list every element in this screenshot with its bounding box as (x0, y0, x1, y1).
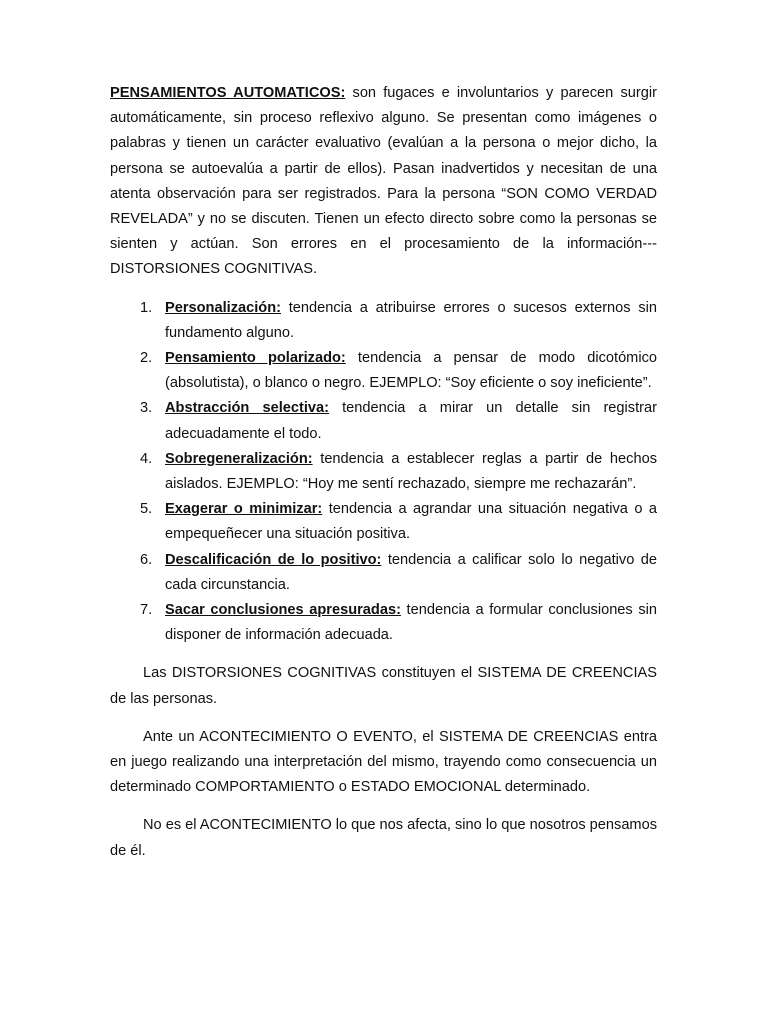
list-item (110, 497, 657, 547)
list-text: tendencia a atribuirse errores o sucesos externos sin fundamento alguno. (165, 299, 657, 341)
list-item (110, 346, 657, 396)
list-item (110, 447, 657, 497)
list-term: Exagerar o minimizar: (165, 501, 323, 518)
event-paragraph: Ante un ACONTECIMIENTO O EVENTO, el SISTEMA DE CREENCIAS entra en juego realizando una interpretación del mismo, trayendo como consecuencia un determinado COMPORTAMIENTO o ESTADO EMOCIONAL determinado. (110, 728, 657, 796)
document-body (110, 81, 657, 877)
list-term: Sobregeneralización: (165, 450, 313, 467)
list-term: Personalización: (165, 299, 281, 316)
list-text: tendencia a calificar solo lo negativo de cada circunstancia. (165, 551, 657, 593)
list-number: 7. (140, 602, 153, 619)
beliefs-paragraph: Las DISTORSIONES COGNITIVAS constituyen el SISTEMA DE CREENCIAS de las personas. (110, 665, 657, 707)
list-item (110, 296, 657, 346)
intro-paragraph (110, 81, 657, 283)
list-item (110, 598, 657, 648)
list-text: tendencia a formular conclusiones sin disponer de información adecuada. (165, 602, 658, 644)
list-item (110, 396, 657, 446)
list-number: 3. (140, 400, 153, 417)
list-number: 1. (140, 299, 153, 316)
intro-term: PENSAMIENTOS AUTOMATICOS: (110, 85, 346, 101)
list-term: Abstracción selectiva: (165, 400, 329, 417)
list-item (110, 548, 657, 598)
distortions-list (110, 296, 657, 649)
list-number: 6. (140, 551, 153, 568)
list-number: 2. (140, 350, 153, 367)
intro-text: son fugaces e involuntarios y parecen surgir automáticamente, sin proceso reflexivo alguno. Se presentan como imágenes o palabras y tienen un carácter evaluativo (evalúan a la persona o mejor dicho, la persona se autoevalúa a partir de ellos). Pasan inadvertidos y necesitan de una atenta observación para ser registrados. Para la persona “SON COMO VERDAD REVELADA” y no se discuten. Tienen un efecto directo sobre como la personas se sienten y actúan. Son errores en el procesamiento de la información---DISTORSIONES COGNITIVAS. (110, 85, 657, 278)
list-text: tendencia a mirar un detalle sin registrar adecuadamente el todo. (165, 400, 657, 442)
list-term: Descalificación de lo positivo: (165, 551, 382, 568)
list-number: 4. (140, 450, 153, 467)
list-text: tendencia a establecer reglas a partir de hechos aislados. EJEMPLO: “Hoy me sentí rechazado, siempre me rechazarán”. (165, 450, 657, 493)
list-text: tendencia a pensar de modo dicotómico (absolutista), o blanco o negro. EJEMPLO: “Soy eficiente o soy ineficiente”. (165, 350, 657, 392)
list-term: Sacar conclusiones apresuradas: (165, 602, 401, 619)
list-text: tendencia a agrandar una situación negativa o a empequeñecer una situación positiva. (165, 501, 657, 543)
list-number: 5. (140, 501, 153, 518)
conclusion-paragraph: No es el ACONTECIMIENTO lo que nos afecta, sino lo que nosotros pensamos de él. (110, 817, 658, 859)
list-term: Pensamiento polarizado: (165, 350, 346, 367)
